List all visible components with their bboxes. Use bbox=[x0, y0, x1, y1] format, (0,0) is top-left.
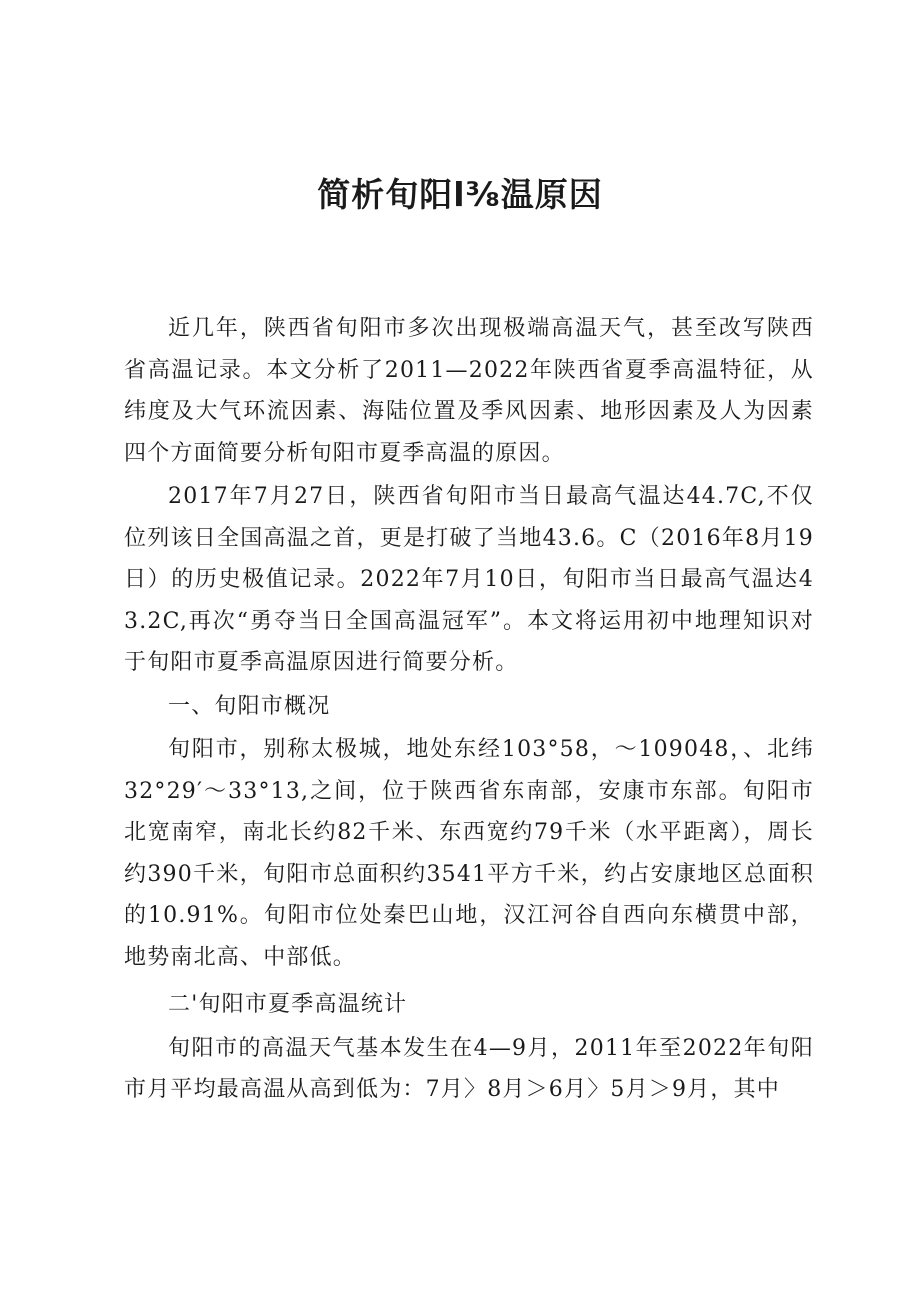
statistics-paragraph: 旬阳市的高温天气基本发生在4—9月，2011年至2022年旬阳市月平均最高温从高到低为：7月〉8月＞6月〉5月＞9月，其中 bbox=[124, 1035, 814, 1102]
document-body bbox=[124, 308, 814, 1111]
section-heading-statistics: 二'旬阳市夏季高温统计 bbox=[168, 992, 408, 1017]
intro-paragraph: 近几年，陕西省旬阳市多次出现极端高温天气，甚至改写陕西省高温记录。本文分析了2011—2022年陕西省夏季高温特征，从纬度及大气环流因素、海陆位置及季风因素、地形因素及人为因素四个方面简要分析旬阳市夏季高温的原因。 bbox=[124, 316, 814, 466]
document-title: 简析旬阳l⅜温原因 bbox=[317, 175, 603, 214]
overview-paragraph: 旬阳市，别称太极城，地处东经103°58，〜109048，、北纬32°29′〜33°13,之间，位于陕西省东南部，安康市东部。旬阳市北宽南窄，南北长约82千米、东西宽约79千米（水平距离），周长约390千米，旬阳市总面积约3541平方千米，约占安康地区总面积的10.91%。旬阳市位处秦巴山地，汉江河谷自西向东横贯中部，地势南北高、中部低。 bbox=[124, 737, 814, 970]
section-heading-overview: 一、旬阳市概况 bbox=[168, 693, 331, 719]
background-paragraph: 2017年7月27日，陕西省旬阳市当日最高气温达44.7C,不仅位列该日全国高温之首，更是打破了当地43.6。C（2016年8月19日）的历史极值记录。2022年7月10日，旬阳市当日最高气温达43.2C,再次“勇夺当日全国高温冠军”。本文将运用初中地理知识对于旬阳市夏季高温原因进行简要分析。 bbox=[124, 484, 814, 675]
